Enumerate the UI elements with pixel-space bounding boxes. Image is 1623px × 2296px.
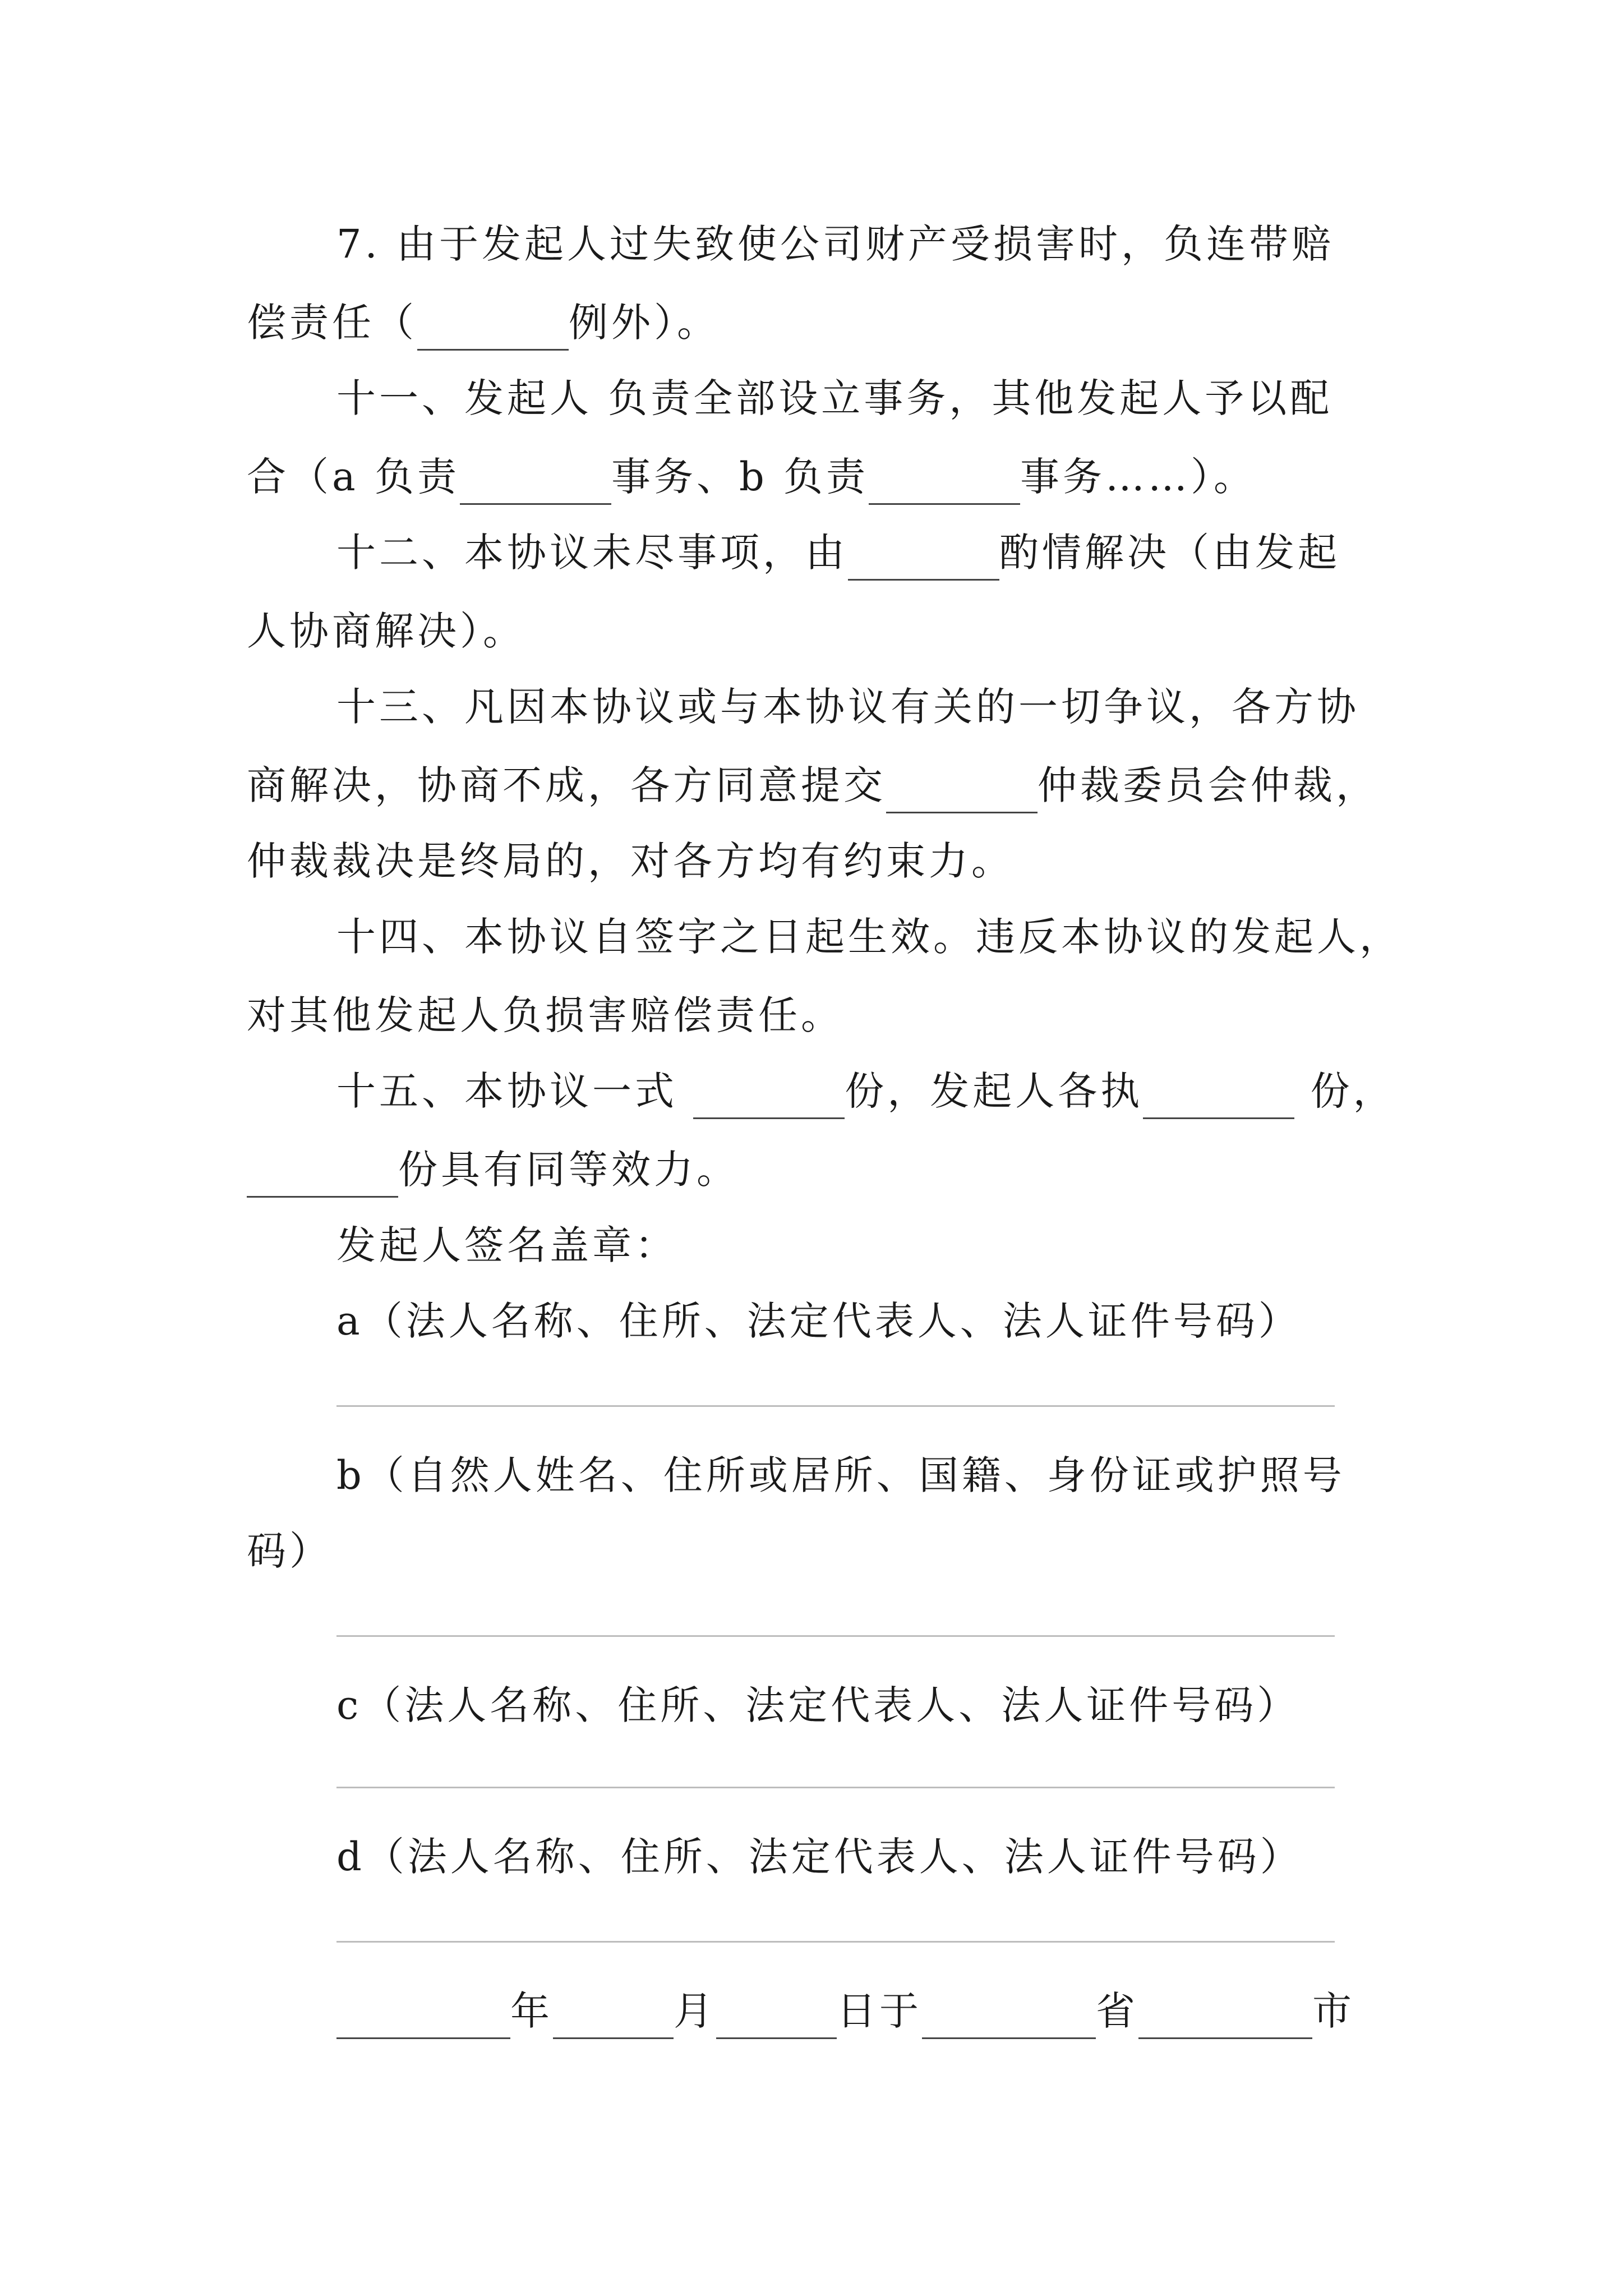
signatory-a-label: a（法人名称、住所、法定代表人、法人证件号码） (336, 1298, 1301, 1344)
clause-15-text-a: 十五、本协议一式 (336, 1068, 694, 1114)
year-blank (336, 1983, 510, 2039)
province-label: 省 (1096, 1988, 1138, 2034)
clause-11-text-b: 事务、b 负责 (611, 454, 869, 500)
clause-15-text-c: 份， (1294, 1068, 1396, 1114)
clause-15-text-b: 份，发起人各执 (845, 1068, 1144, 1114)
city-blank (1138, 1983, 1312, 2039)
clause-12-line-2: 人协商解决）。 (247, 608, 525, 654)
clause-12-text-a: 十二、本协议未尽事项，由 (336, 530, 848, 576)
month-blank (553, 1983, 674, 2039)
clause-11-text-a: 合（a 负责 (247, 454, 460, 500)
fill-blank (247, 1142, 398, 1198)
fill-blank (460, 449, 611, 505)
clause-11-line-1: 十一、发起人 负责全部设立事务，其他发起人予以配 (336, 375, 1333, 421)
year-label: 年 (510, 1988, 553, 2034)
clause-12-text-b: 酌情解决（由发起 (999, 530, 1340, 576)
signatory-a-line (336, 1405, 1335, 1407)
signatory-c-line (336, 1787, 1335, 1788)
clause-11-line-2 (247, 449, 1391, 505)
day-label: 日于 (837, 1988, 922, 2034)
signatory-b-label-line-1: b（自然人姓名、住所或居所、国籍、身份证或护照号 (336, 1452, 1345, 1498)
province-blank (922, 1983, 1096, 2039)
clause-13-text-b: 仲裁委员会仲裁， (1038, 762, 1378, 808)
signatory-c-label: c（法人名称、住所、法定代表人、法人证件号码） (336, 1682, 1300, 1728)
signatory-d-line (336, 1941, 1335, 1943)
signatory-b-label-line-2: 码） (247, 1528, 332, 1574)
fill-blank (886, 757, 1038, 813)
clause-13-text-a: 商解决，协商不成，各方同意提交 (247, 762, 886, 808)
clause-11-text-c: 事务……）。 (1020, 454, 1257, 500)
clause-14-line-1: 十四、本协议自签字之日起生效。违反本协议的发起人， (336, 914, 1402, 960)
signature-heading: 发起人签名盖章： (336, 1222, 677, 1268)
clause-7-text-a: 偿责任（ (247, 300, 417, 346)
city-label: 市 (1312, 1988, 1355, 2034)
clause-12-line-1 (336, 524, 1481, 581)
clause-15-line-2 (247, 1142, 1391, 1198)
clause-13-line-1: 十三、凡因本协议或与本协议有关的一切争议，各方协 (336, 684, 1359, 730)
clause-14-line-2: 对其他发起人负损害赔偿责任。 (247, 992, 843, 1038)
clause-7-line-2 (247, 295, 1391, 351)
clause-15-line-1 (336, 1063, 1481, 1119)
fill-blank (1143, 1063, 1294, 1119)
fill-blank (869, 449, 1020, 505)
day-blank (716, 1983, 837, 2039)
clause-7-line-1: 7. 由于发起人过失致使公司财产受损害时，负连带赔 (336, 221, 1335, 267)
signatory-d-label: d（法人名称、住所、法定代表人、法人证件号码） (336, 1834, 1303, 1880)
fill-blank (693, 1063, 845, 1119)
clause-13-line-2 (247, 757, 1391, 813)
clause-15-text-d: 份具有同等效力。 (398, 1147, 739, 1193)
date-place-line (336, 1983, 1481, 2039)
fill-blank (417, 295, 569, 351)
clause-7-text-b: 例外）。 (569, 300, 720, 346)
month-label: 月 (674, 1988, 716, 2034)
fill-blank (848, 524, 999, 581)
clause-13-line-3: 仲裁裁决是终局的，对各方均有约束力。 (247, 838, 1014, 884)
signatory-b-line (336, 1635, 1335, 1637)
